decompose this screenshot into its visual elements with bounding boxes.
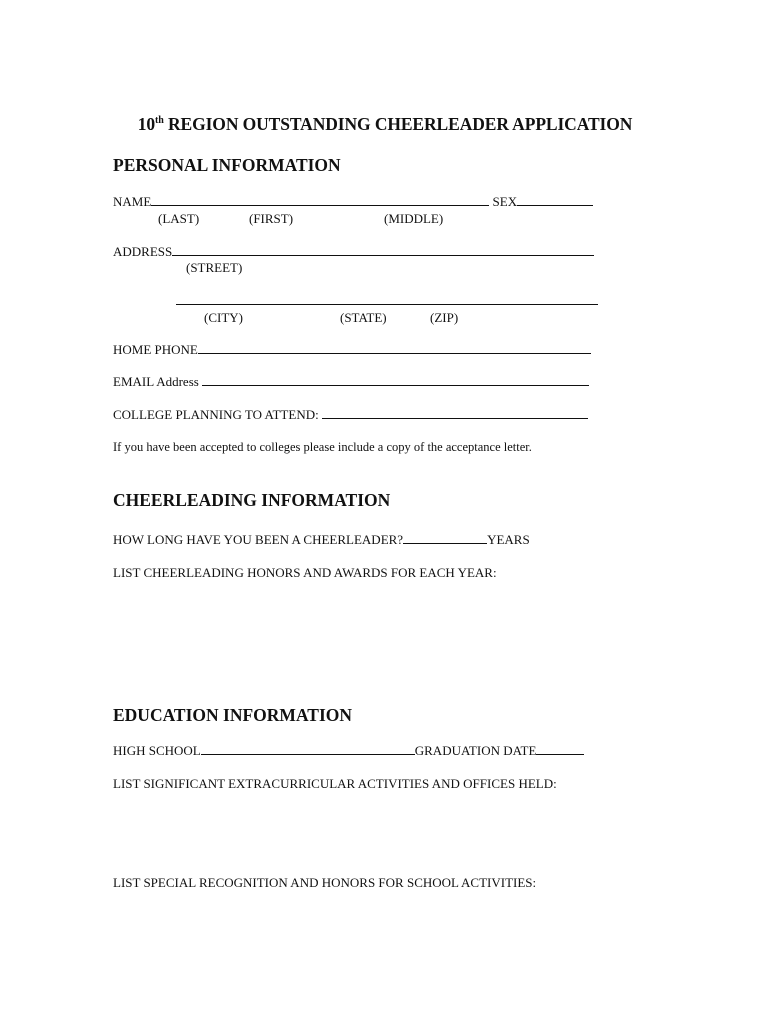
high-school-label: HIGH SCHOOL — [113, 743, 201, 758]
college-field[interactable] — [322, 408, 588, 419]
form-title — [0, 114, 770, 135]
home-phone-field[interactable] — [198, 343, 591, 354]
city-sub: (CITY) — [204, 310, 243, 325]
name-first-sub: (FIRST) — [249, 211, 294, 226]
college-label: COLLEGE PLANNING TO ATTEND: — [113, 407, 319, 422]
how-long-row — [113, 532, 530, 548]
name-middle-sub: (MIDDLE) — [384, 211, 444, 226]
home-phone-label: HOME PHONE — [113, 342, 198, 357]
address-row — [113, 244, 594, 260]
acceptance-note: If you have been accepted to colleges please include a copy of the acceptance letter. — [113, 440, 532, 454]
street-sub: (STREET) — [186, 260, 243, 275]
name-last-sub: (LAST) — [158, 211, 200, 226]
name-field[interactable] — [151, 195, 489, 206]
graduation-label: GRADUATION DATE — [414, 743, 537, 758]
personal-heading: PERSONAL INFORMATION — [113, 155, 341, 175]
college-row — [113, 407, 588, 423]
activities-label: LIST SIGNIFICANT EXTRACURRICULAR ACTIVITIES AND OFFICES HELD: — [113, 776, 557, 791]
email-label: EMAIL Address — [113, 374, 199, 389]
email-field[interactable] — [202, 375, 589, 386]
years-field[interactable] — [403, 533, 487, 544]
sex-field[interactable] — [517, 195, 593, 206]
title-rest: REGION OUTSTANDING CHEERLEADER APPLICATION — [163, 114, 633, 134]
how-long-label: HOW LONG HAVE YOU BEEN A CHEERLEADER? — [113, 532, 404, 547]
recognition-label: LIST SPECIAL RECOGNITION AND HONORS FOR SCHOOL ACTIVITIES: — [113, 875, 537, 890]
title-prefix: 10 — [137, 114, 155, 134]
sex-label: SEX — [492, 194, 518, 209]
home-phone-row — [113, 342, 591, 358]
state-sub: (STATE) — [340, 310, 387, 325]
years-label: YEARS — [487, 532, 530, 547]
title-superscript: th — [155, 115, 164, 126]
name-row — [113, 194, 593, 210]
cheer-honors-label: LIST CHEERLEADING HONORS AND AWARDS FOR EACH YEAR: — [113, 565, 497, 580]
cheerleading-heading: CHEERLEADING INFORMATION — [113, 490, 391, 510]
city-state-zip-field[interactable] — [176, 294, 598, 305]
address-label: ADDRESS — [113, 244, 173, 259]
graduation-field[interactable] — [536, 744, 584, 755]
high-school-row — [113, 743, 584, 759]
email-row — [113, 374, 589, 390]
high-school-field[interactable] — [201, 744, 415, 755]
zip-sub: (ZIP) — [430, 310, 459, 325]
name-label: NAME — [113, 194, 152, 209]
city-state-zip-row — [176, 293, 598, 309]
street-field[interactable] — [172, 245, 594, 256]
education-heading: EDUCATION INFORMATION — [113, 705, 353, 725]
